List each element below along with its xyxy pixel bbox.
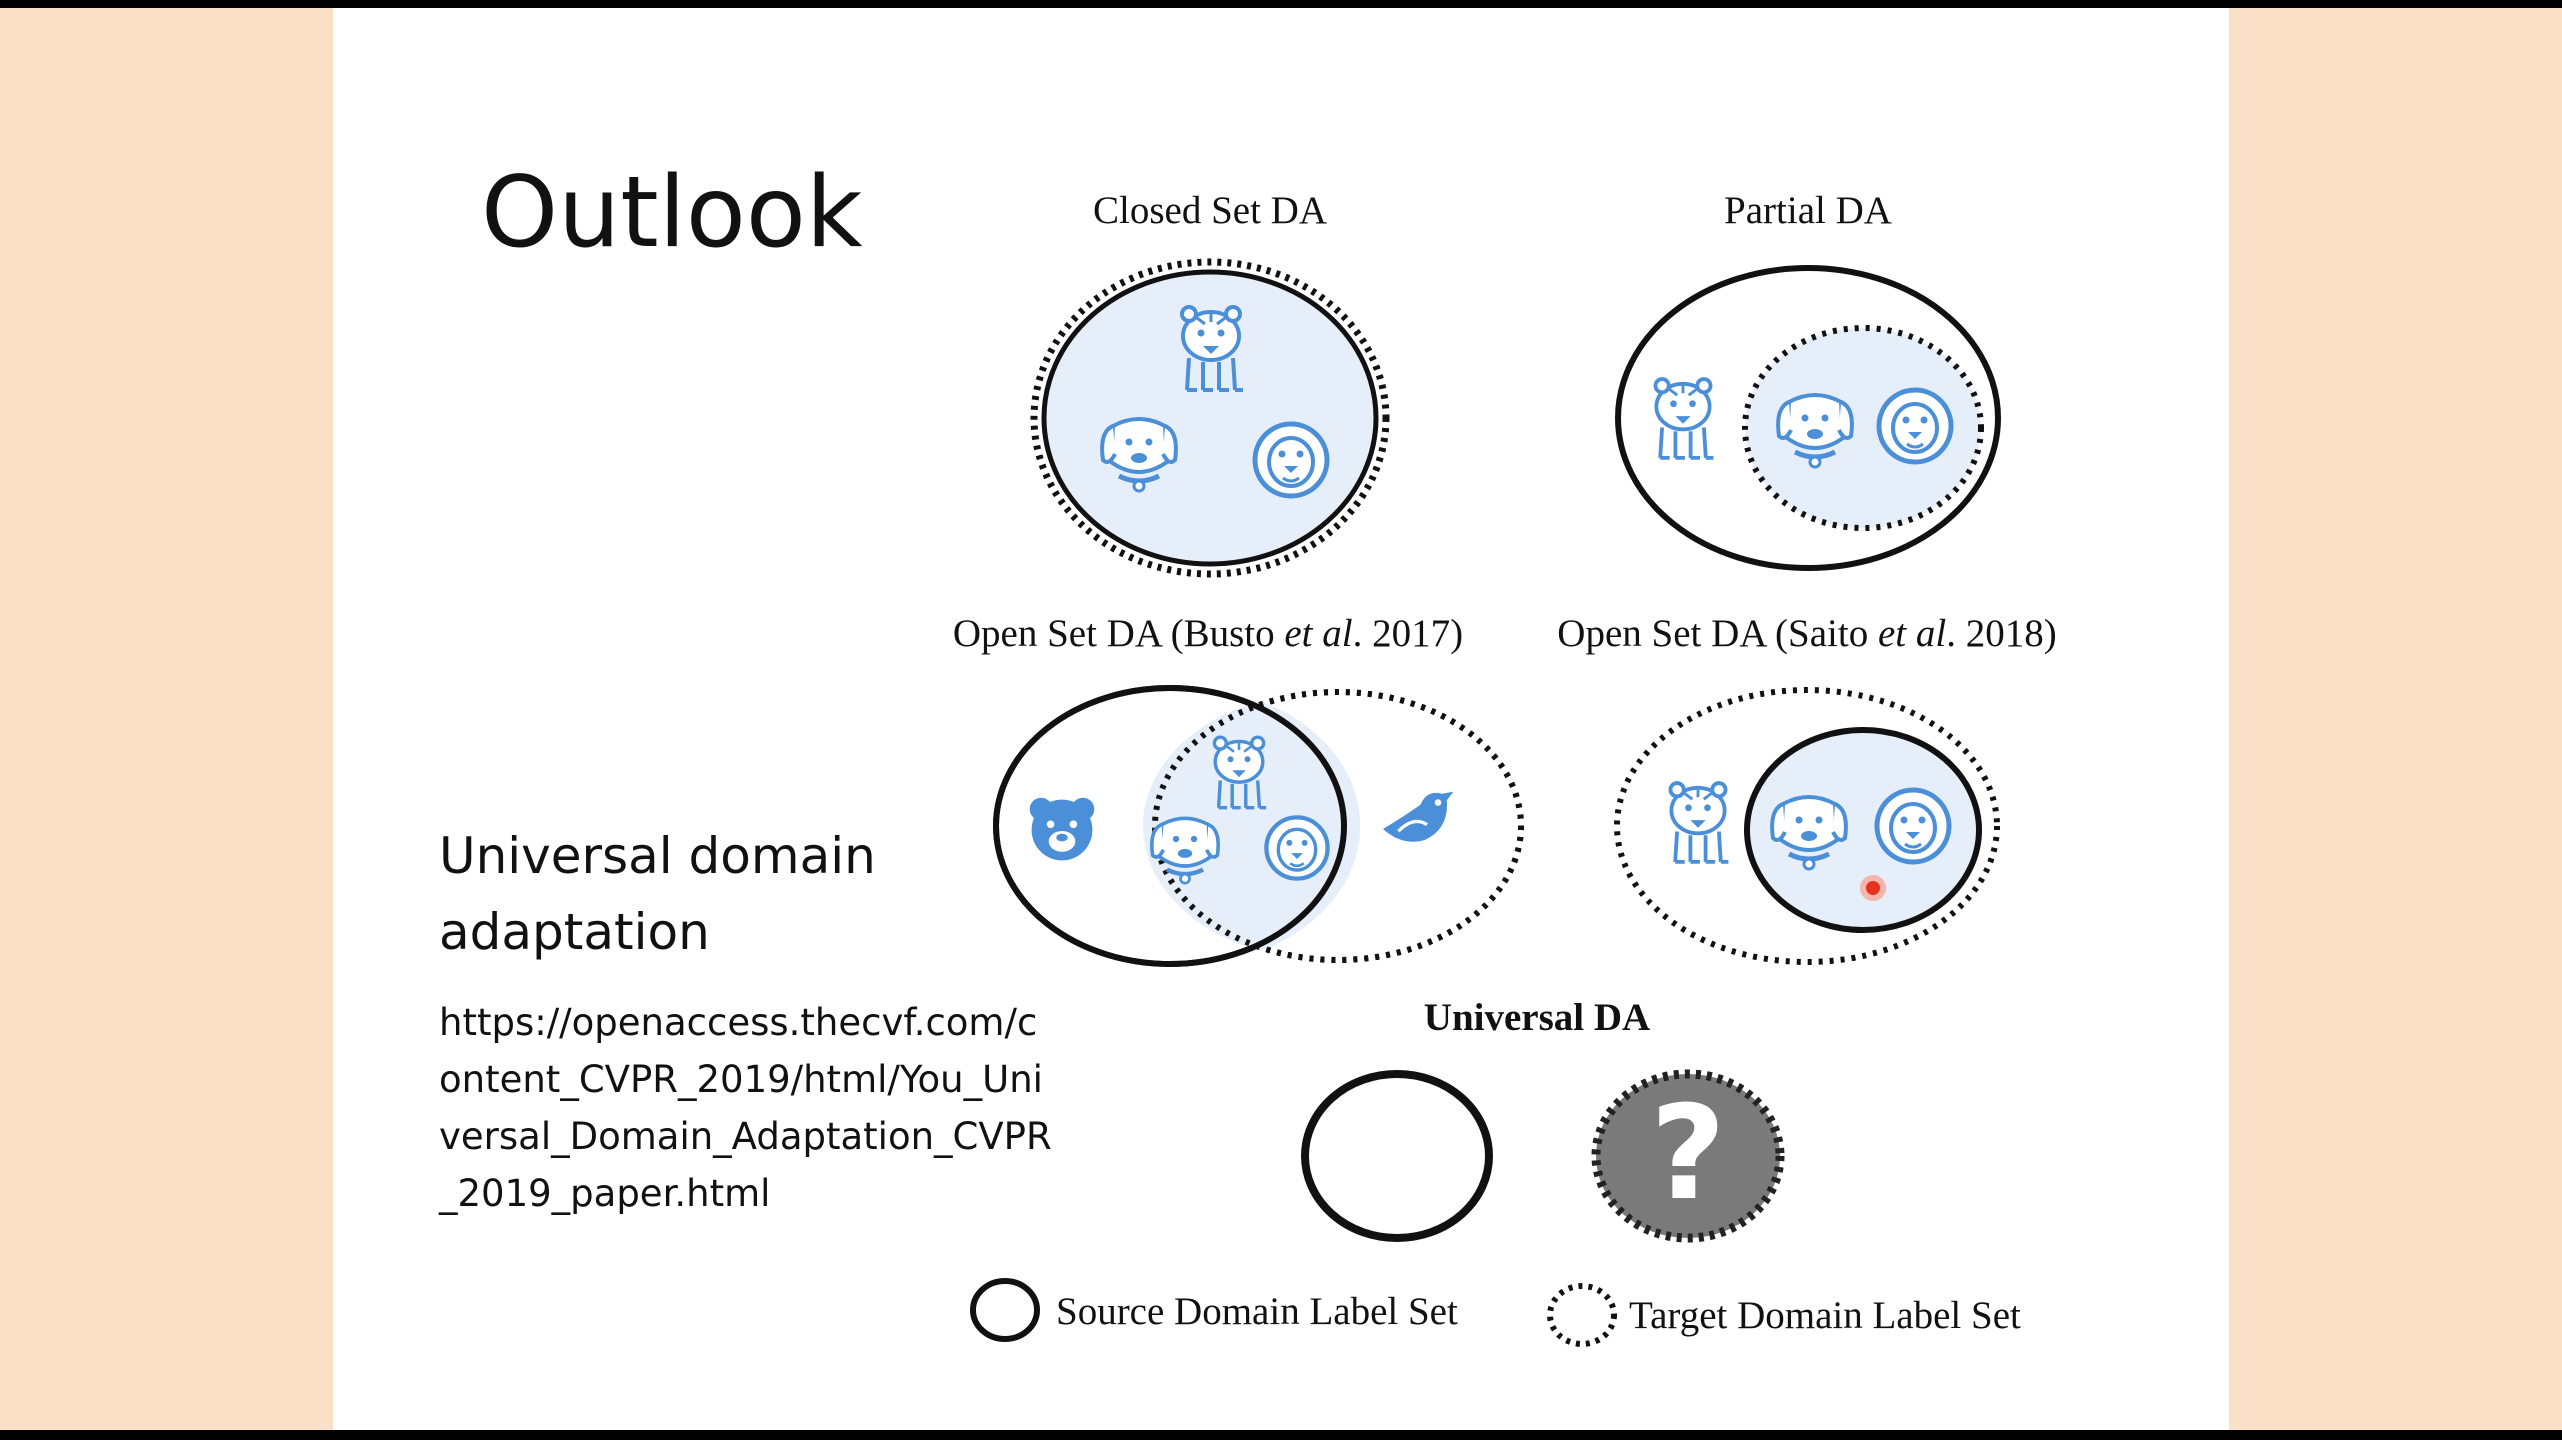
legend-target-swatch — [1550, 1286, 1614, 1344]
legend-target-label: Target Domain Label Set — [1629, 1294, 2021, 1337]
question-icon: ? — [1650, 1077, 1726, 1229]
lion-icon — [1879, 390, 1951, 462]
lion-icon — [1877, 790, 1949, 862]
open-set-saito-title: Open Set DA (Saito et al. 2018) — [1557, 612, 2057, 655]
bottom-letterbox-bar — [0, 1430, 2562, 1440]
domain-adaptation-diagram — [333, 8, 2229, 1430]
partial-group — [1618, 268, 1998, 568]
paper-link[interactable]: https://openaccess.thecvf.com/content_CVPR_2019/html/You_Universal_Domain_Adaptation_CVPR_2019_paper.html — [439, 1001, 1052, 1215]
lion-icon — [1255, 424, 1327, 496]
universal-title: Universal DA — [1423, 996, 1651, 1039]
universal-source-circle — [1305, 1074, 1489, 1238]
top-letterbox-bar — [0, 0, 2562, 8]
closed-set-group — [1034, 262, 1386, 574]
slide-subtitle: Universal domain adaptation — [439, 827, 876, 961]
slide — [333, 8, 2229, 1430]
lion-icon — [1266, 817, 1327, 878]
universal-group — [1305, 1074, 1780, 1238]
partial-title: Partial DA — [1724, 189, 1892, 232]
open-set-busto-group — [996, 688, 1521, 964]
open-set-saito-group — [1617, 690, 1997, 962]
legend-source-swatch — [973, 1281, 1037, 1339]
slide-title: Outlook — [481, 156, 863, 270]
legend-source-label: Source Domain Label Set — [1056, 1290, 1458, 1333]
closed-set-title: Closed Set DA — [1093, 189, 1327, 232]
open-set-busto-title: Open Set DA (Busto et al. 2017) — [952, 612, 1464, 655]
bird-icon — [1383, 792, 1453, 842]
legend — [973, 1281, 2021, 1344]
cursor-dot-icon — [1860, 875, 1886, 901]
